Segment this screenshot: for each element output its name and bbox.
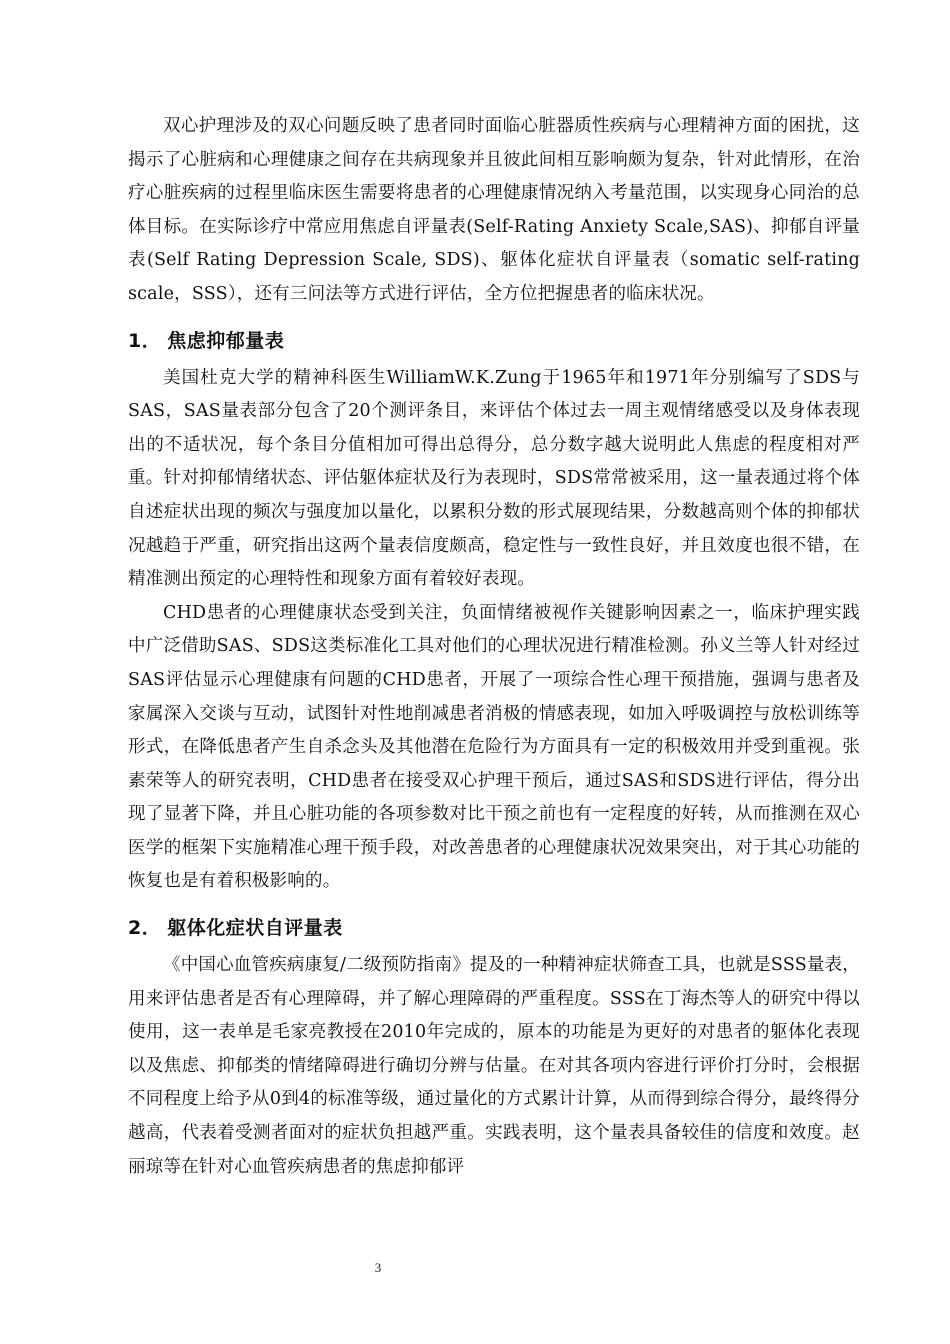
section-2-heading [128, 913, 860, 943]
document-page [128, 110, 860, 1184]
section-1-heading [128, 326, 860, 356]
section-2-paragraph-1: 《中国心血管疾病康复/二级预防指南》提及的一种精神症状筛查工具，也就是SSS量表，用来评估患者是否有心理障碍，并了解心理障碍的严重程度。SSS在丁海杰等人的研究中得以使用，这一表单是毛家亮教授在2010年完成的，原本的功能是为更好的对患者的躯体化表现以及焦虑、抑郁类的情绪障碍进行确切分辨与估量。在对其各项内容进行评价打分时，会根据不同程度上给予从0到4的标准等级，通过量化的方式累计计算，从而得到综合得分，最终得分越高，代表着受测者面对的症状负担越严重。实践表明，这个量表具备较佳的信度和效度。赵丽琼等在针对心血管疾病患者的焦虑抑郁评 [128, 955, 860, 1177]
section-1-number: 1． [128, 329, 162, 352]
section-2-title: 躯体化症状自评量表 [167, 917, 343, 940]
intro-paragraph: 双心护理涉及的双心问题反映了患者同时面临心脏器质性疾病与心理精神方面的困扰，这揭示了心脏病和心理健康之间存在共病现象并且彼此间相互影响颇为复杂，针对此情形，在治疗心脏疾病的过程里临床医生需要将患者的心理健康情况纳入考量范围，以实现身心同治的总体目标。在实际诊疗中常应用焦虑自评量表(Self-Rating Anxiety Scale,SAS)、抑郁自评量表(Self Rating Depression Scale, SDS)、躯体化症状自评量表（somatic self-rating scale，SSS），还有三问法等方式进行评估，全方位把握患者的临床状况。 [128, 116, 860, 304]
section-2-number: 2． [128, 917, 162, 940]
page-number: 3 [374, 1260, 382, 1275]
section-1-title: 焦虑抑郁量表 [167, 329, 285, 352]
section-1-paragraph-2: CHD患者的心理健康状态受到关注，负面情绪被视作关键影响因素之一，临床护理实践中广泛借助SAS、SDS这类标准化工具对他们的心理状况进行精准检测。孙义兰等人针对经过SAS评估显示心理健康有问题的CHD患者，开展了一项综合性心理干预措施，强调与患者及家属深入交谈与互动，试图针对性地削减患者消极的情感表现，如加入呼吸调控与放松训练等形式，在降低患者产生自杀念头及其他潜在危险行为方面具有一定的积极效用并受到重视。张素荣等人的研究表明，CHD患者在接受双心护理干预后，通过SAS和SDS进行评估，得分出现了显著下降，并且心脏功能的各项参数对比干预之前也有一定程度的好转，从而推测在双心医学的框架下实施精准心理干预手段，对改善患者的心理健康状况效果突出，对于其心功能的恢复也是有着积极影响的。 [128, 602, 860, 892]
section-1-paragraph-1: 美国杜克大学的精神科医生WilliamW.K.Zung于1965年和1971年分别编写了SDS与SAS，SAS量表部分包含了20个测评条目，来评估个体过去一周主观情绪感受以及身体表现出的不适状况，每个条目分值相加可得出总得分，总分数字越大说明此人焦虑的程度相对严重。针对抑郁情绪状态、评估躯体症状及行为表现时，SDS常常被采用，这一量表通过将个体自述症状出现的频次与强度加以量化，以累积分数的形式展现结果，分数越高则个体的抑郁状况越趋于严重，研究指出这两个量表信度颇高，稳定性与一致性良好，并且效度也很不错，在精准测出预定的心理特性和现象方面有着较好表现。 [128, 367, 860, 590]
